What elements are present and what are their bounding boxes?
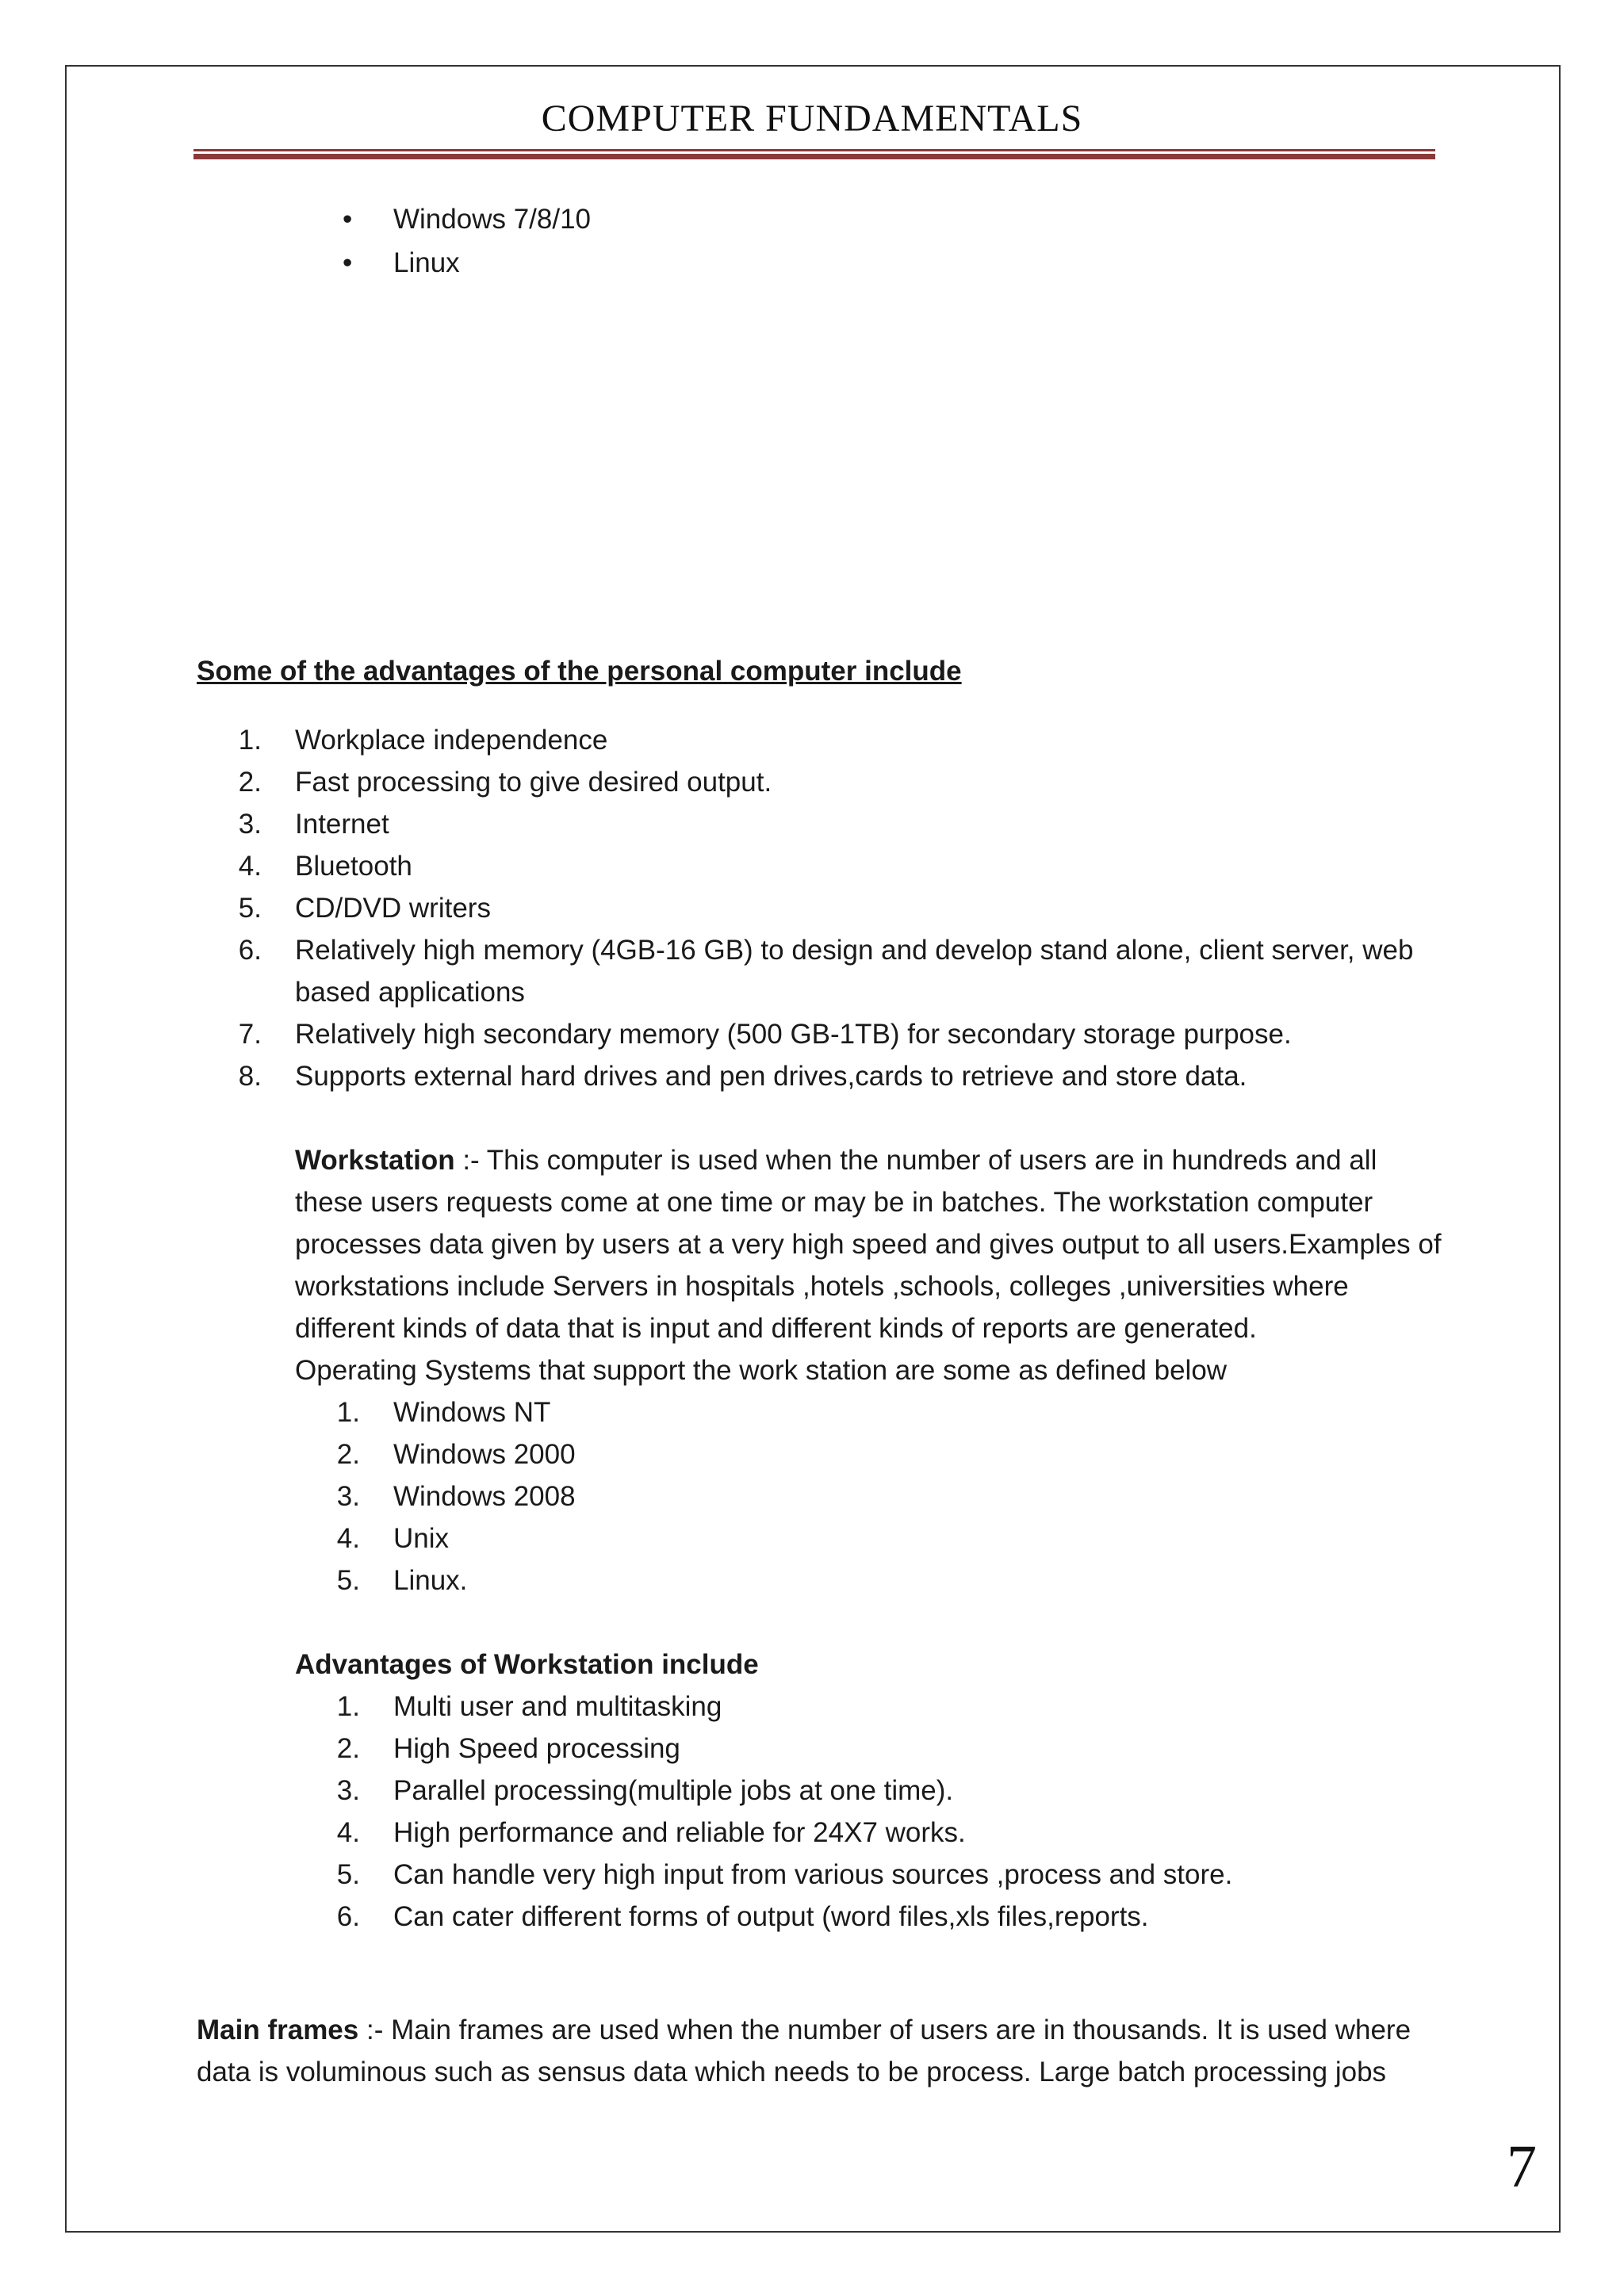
list-number: 6. xyxy=(336,1901,360,1932)
list-item: High performance and reliable for 24X7 works. xyxy=(393,1817,966,1848)
list-number: 7. xyxy=(238,1019,262,1050)
list-item: Fast processing to give desired output. xyxy=(295,767,772,798)
list-item: Workplace independence xyxy=(295,725,608,756)
list-number: 1. xyxy=(336,1691,360,1722)
list-number: 4. xyxy=(238,851,262,882)
bullet-icon: • xyxy=(343,247,353,278)
list-item-continuation: based applications xyxy=(295,977,525,1008)
workstation-paragraph-line: Operating Systems that support the work station are some as defined below xyxy=(295,1355,1228,1386)
list-item: Linux. xyxy=(393,1565,468,1596)
list-item: Windows 7/8/10 xyxy=(393,204,592,235)
workstation-text: :- This computer is used when the number of users are in hundreds and all xyxy=(454,1145,1377,1176)
list-number: 5. xyxy=(336,1859,360,1890)
workstation-term: Workstation xyxy=(295,1145,455,1176)
page-number: 7 xyxy=(1507,2133,1537,2200)
list-item: Parallel processing(multiple jobs at one time). xyxy=(393,1775,954,1806)
list-number: 1. xyxy=(336,1397,360,1428)
list-item: Relatively high memory (4GB-16 GB) to design and develop stand alone, client server, web xyxy=(295,935,1414,966)
list-number: 4. xyxy=(336,1523,360,1554)
section-heading: Advantages of Workstation include xyxy=(295,1649,759,1680)
list-item: Supports external hard drives and pen drives,cards to retrieve and store data. xyxy=(295,1061,1247,1092)
list-item: Relatively high secondary memory (500 GB-1TB) for secondary storage purpose. xyxy=(295,1019,1292,1050)
list-number: 5. xyxy=(336,1565,360,1596)
list-item: Can cater different forms of output (word files,xls files,reports. xyxy=(393,1901,1149,1932)
list-item: Linux xyxy=(393,247,460,278)
list-number: 3. xyxy=(336,1775,360,1806)
list-number: 1. xyxy=(238,725,262,756)
list-number: 3. xyxy=(238,809,262,840)
list-number: 5. xyxy=(238,893,262,924)
list-number: 8. xyxy=(238,1061,262,1092)
workstation-paragraph-line xyxy=(295,1139,1377,1182)
list-number: 2. xyxy=(336,1733,360,1764)
list-number: 4. xyxy=(336,1817,360,1848)
workstation-paragraph-line: processes data given by users at a very high speed and gives output to all users.Examples of xyxy=(295,1229,1442,1260)
list-item: Windows 2000 xyxy=(393,1439,576,1470)
header-divider xyxy=(193,149,1435,160)
mainframes-term: Main frames xyxy=(197,2015,359,2045)
workstation-paragraph-line: different kinds of data that is input and different kinds of reports are generated. xyxy=(295,1313,1257,1344)
list-number: 3. xyxy=(336,1481,360,1512)
bullet-icon: • xyxy=(343,204,353,235)
mainframes-text: :- Main frames are used when the number of users are in thousands. It is used where xyxy=(358,2015,1411,2045)
list-number: 6. xyxy=(238,935,262,966)
list-item: Internet xyxy=(295,809,389,840)
page-header-title: COMPUTER FUNDAMENTALS xyxy=(541,98,1083,140)
list-item: Windows 2008 xyxy=(393,1481,576,1512)
mainframes-paragraph-line: data is voluminous such as sensus data which needs to be process. Large batch processing jobs xyxy=(197,2057,1387,2087)
list-item: Can handle very high input from various sources ,process and store. xyxy=(393,1859,1233,1890)
mainframes-paragraph-line xyxy=(197,2009,1411,2052)
section-heading: Some of the advantages of the personal computer include xyxy=(197,656,962,687)
workstation-paragraph-line: workstations include Servers in hospitals ,hotels ,schools, colleges ,universities where xyxy=(295,1271,1349,1302)
list-item: Windows NT xyxy=(393,1397,551,1428)
list-number: 2. xyxy=(238,767,262,798)
workstation-paragraph-line: these users requests come at one time or may be in batches. The workstation computer xyxy=(295,1187,1373,1218)
list-item: Unix xyxy=(393,1523,450,1554)
list-item: High Speed processing xyxy=(393,1733,680,1764)
list-number: 2. xyxy=(336,1439,360,1470)
list-item: Bluetooth xyxy=(295,851,412,882)
list-item: Multi user and multitasking xyxy=(393,1691,722,1722)
list-item: CD/DVD writers xyxy=(295,893,491,924)
